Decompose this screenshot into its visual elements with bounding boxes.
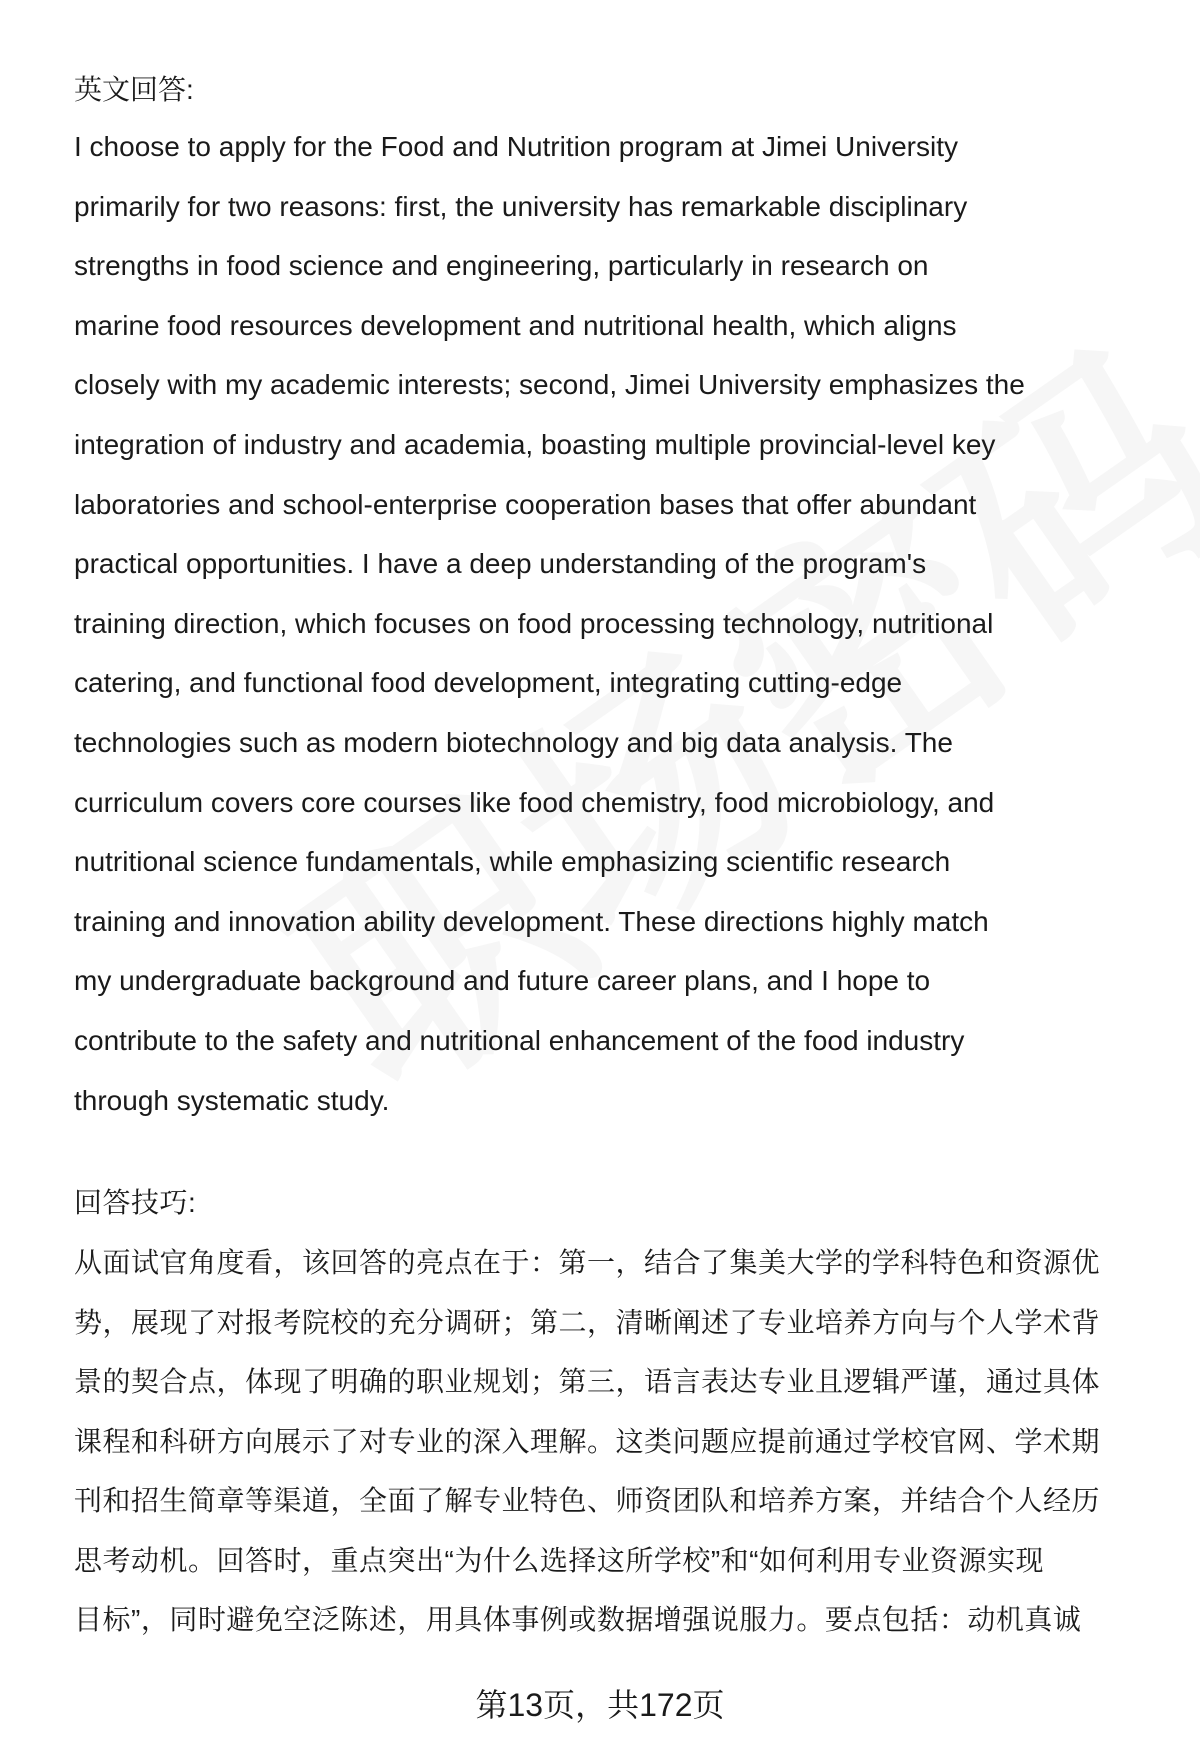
page-number: 第13页，共172页: [475, 1687, 725, 1723]
text-line: nutritional science fundamentals, while emphasizing scientific research: [74, 846, 951, 878]
text-line: curriculum covers core courses like food chemistry, food microbiology, and: [74, 786, 995, 818]
text-line: catering, and functional food development, integrating cutting-edge: [74, 667, 903, 699]
text-line: through systematic study.: [74, 1084, 390, 1116]
text-line: 课程和科研方向展示了对专业的深入理解。这类问题应提前通过学校官网、学术期: [74, 1425, 1101, 1457]
english-answer-heading: 英文回答:: [74, 74, 194, 105]
text-line: 势，展现了对报考院校的充分调研；第二，清晰阐述了专业培养方向与个人学术背: [74, 1306, 1101, 1338]
tips-heading: 回答技巧:: [74, 1187, 197, 1218]
text-line: primarily for two reasons: first, the university has remarkable disciplinary: [74, 190, 968, 222]
text-line: 目标”，同时避免空泛陈述，用具体事例或数据增强说服力。要点包括：动机真诚: [74, 1604, 1082, 1635]
text-line: 从面试官角度看，该回答的亮点在于：第一，结合了集美大学的学科特色和资源优: [74, 1247, 1101, 1278]
text-line: 景的契合点，体现了明确的职业规划；第三，语言表达专业且逻辑严谨，通过具体: [74, 1366, 1101, 1397]
text-line: training direction, which focuses on food processing technology, nutritional: [74, 607, 994, 639]
text-line: strengths in food science and engineering, particularly in research on: [74, 250, 929, 282]
text-line: training and innovation ability development. These directions highly match: [74, 905, 989, 937]
text-line: marine food resources development and nutritional health, which aligns: [74, 309, 957, 341]
text-line: my undergraduate background and future career plans, and I hope to: [74, 965, 931, 997]
text-line: closely with my academic interests; second, Jimei University emphasizes the: [74, 369, 1025, 401]
text-line: technologies such as modern biotechnology and big data analysis. The: [74, 727, 953, 758]
text-line: 思考动机。回答时，重点突出“为什么选择这所学校”和“如何利用专业资源实现: [74, 1544, 1044, 1576]
text-line: 刊和招生简章等渠道，全面了解专业特色、师资团队和培养方案，并结合个人经历: [74, 1485, 1101, 1516]
text-line: contribute to the safety and nutritional enhancement of the food industry: [74, 1025, 965, 1056]
text-line: integration of industry and academia, boasting multiple provincial-level key: [74, 429, 996, 460]
text-line: practical opportunities. I have a deep understanding of the program's: [74, 548, 927, 580]
text-line: laboratories and school-enterprise cooperation bases that offer abundant: [74, 488, 977, 520]
text-line: I choose to apply for the Food and Nutrition program at Jimei University: [74, 131, 958, 162]
